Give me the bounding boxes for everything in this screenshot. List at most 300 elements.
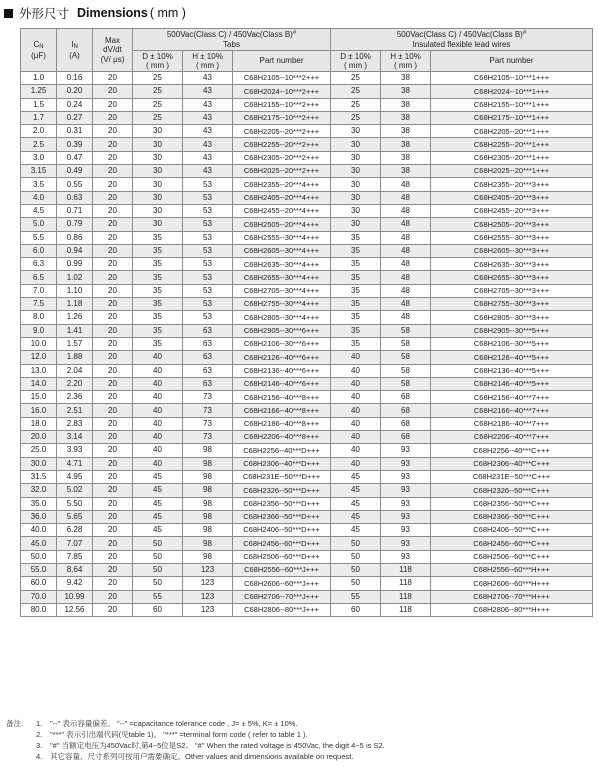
cell-h-tabs: 73 xyxy=(183,417,233,430)
cell-h-leads: 118 xyxy=(381,603,431,616)
cell-h-tabs: 98 xyxy=(183,457,233,470)
cell-d-tabs: 35 xyxy=(133,284,183,297)
cell-dvdt: 20 xyxy=(93,111,133,124)
cell-dvdt: 20 xyxy=(93,244,133,257)
cell-d-leads: 35 xyxy=(331,298,381,311)
cell-d-leads: 30 xyxy=(331,125,381,138)
cell-dvdt: 20 xyxy=(93,258,133,271)
cell-h-tabs: 53 xyxy=(183,231,233,244)
cell-part-leads: C68H2155--10***1+++ xyxy=(431,98,593,111)
table-row xyxy=(21,497,593,510)
cell-d-tabs: 55 xyxy=(133,590,183,603)
table-row xyxy=(21,244,593,257)
cell-dvdt: 20 xyxy=(93,218,133,231)
cell-h-leads: 93 xyxy=(381,444,431,457)
cell-part-tabs: C68H2635--30***4+++ xyxy=(233,258,331,271)
cell-d-leads: 25 xyxy=(331,98,381,111)
cell-h-leads: 38 xyxy=(381,138,431,151)
table-row xyxy=(21,72,593,85)
cell-part-leads: C68H2556--60***H+++ xyxy=(431,563,593,576)
cell-h-tabs: 53 xyxy=(183,218,233,231)
cell-d-leads: 35 xyxy=(331,231,381,244)
cell-part-leads: C68H2025--20***1+++ xyxy=(431,165,593,178)
cell-current: 2.04 xyxy=(57,364,93,377)
cell-h-leads: 38 xyxy=(381,165,431,178)
note-number: 4. xyxy=(36,752,43,761)
cell-d-tabs: 35 xyxy=(133,271,183,284)
cell-d-leads: 40 xyxy=(331,417,381,430)
cell-d-leads: 35 xyxy=(331,324,381,337)
cell-h-tabs: 123 xyxy=(183,590,233,603)
cell-capacitance: 5.5 xyxy=(21,231,57,244)
cell-d-leads: 50 xyxy=(331,577,381,590)
cell-d-leads: 30 xyxy=(331,218,381,231)
cell-part-leads: C68H2256--40***C+++ xyxy=(431,444,593,457)
cell-d-tabs: 40 xyxy=(133,431,183,444)
cell-part-tabs: C68H2705--30***4+++ xyxy=(233,284,331,297)
cell-d-leads: 25 xyxy=(331,72,381,85)
cell-h-leads: 68 xyxy=(381,431,431,444)
cell-h-leads: 38 xyxy=(381,85,431,98)
cell-part-leads: C68H2406--50***C+++ xyxy=(431,524,593,537)
cell-h-tabs: 53 xyxy=(183,271,233,284)
cell-part-leads: C68H2366--50***C+++ xyxy=(431,510,593,523)
cell-dvdt: 20 xyxy=(93,204,133,217)
cell-part-leads: C68H2255--20***1+++ xyxy=(431,138,593,151)
cell-capacitance: 31.5 xyxy=(21,470,57,483)
cell-part-tabs: C68H2755--30***4+++ xyxy=(233,298,331,311)
cell-d-tabs: 35 xyxy=(133,231,183,244)
cell-capacitance: 7.5 xyxy=(21,298,57,311)
cell-part-tabs: C68H2186--40***8+++ xyxy=(233,417,331,430)
cell-h-leads: 38 xyxy=(381,125,431,138)
cell-current: 1.41 xyxy=(57,324,93,337)
cell-part-leads: C68H2166--40***7+++ xyxy=(431,404,593,417)
cell-current: 4.95 xyxy=(57,470,93,483)
table-row xyxy=(21,204,593,217)
cell-dvdt: 20 xyxy=(93,165,133,178)
cell-capacitance: 7.0 xyxy=(21,284,57,297)
cell-d-tabs: 40 xyxy=(133,404,183,417)
cell-h-tabs: 63 xyxy=(183,364,233,377)
cell-dvdt: 20 xyxy=(93,311,133,324)
note-text: "--" 表示容量偏差。 "--" =capacitance tolerance code , J= ± 5%, K= ± 10%. xyxy=(50,719,298,728)
title-en: Dimensions xyxy=(77,6,148,20)
table-row xyxy=(21,351,593,364)
cell-d-tabs: 35 xyxy=(133,311,183,324)
cell-d-tabs: 45 xyxy=(133,470,183,483)
cell-h-leads: 93 xyxy=(381,470,431,483)
cell-d-leads: 50 xyxy=(331,537,381,550)
note-text: "***" 表示引出端代码(见table 1)。 "***" =terminal form code ( refer to table 1 ). xyxy=(50,730,308,739)
table-row xyxy=(21,98,593,111)
cell-capacitance: 6.0 xyxy=(21,244,57,257)
table-row xyxy=(21,337,593,350)
cell-current: 3.14 xyxy=(57,431,93,444)
cell-capacitance: 5.0 xyxy=(21,218,57,231)
cell-part-tabs: C68H2155--10***2+++ xyxy=(233,98,331,111)
cell-h-tabs: 43 xyxy=(183,72,233,85)
cell-part-leads: C68H2306--40***C+++ xyxy=(431,457,593,470)
cell-h-tabs: 123 xyxy=(183,563,233,576)
cell-h-leads: 48 xyxy=(381,284,431,297)
cell-dvdt: 20 xyxy=(93,457,133,470)
cell-d-tabs: 45 xyxy=(133,524,183,537)
cell-part-leads: C68H2905--30***5+++ xyxy=(431,324,593,337)
cell-d-tabs: 35 xyxy=(133,298,183,311)
cell-h-leads: 48 xyxy=(381,204,431,217)
cell-capacitance: 15.0 xyxy=(21,391,57,404)
cell-current: 0.49 xyxy=(57,165,93,178)
cell-current: 1.02 xyxy=(57,271,93,284)
cell-capacitance: 3.15 xyxy=(21,165,57,178)
cell-capacitance: 3.0 xyxy=(21,151,57,164)
cell-part-tabs: C68H2024--10***2+++ xyxy=(233,85,331,98)
cell-dvdt: 20 xyxy=(93,431,133,444)
table-row xyxy=(21,324,593,337)
cell-d-leads: 35 xyxy=(331,244,381,257)
cell-d-leads: 45 xyxy=(331,510,381,523)
cell-part-tabs: C68H2556--60***J+++ xyxy=(233,563,331,576)
cell-h-tabs: 98 xyxy=(183,470,233,483)
note-text: "#" 当额定电压为450Vac时,第4~5位是S2。 "#" When the rated voltage is 450Vac, the digit 4~5 is S2. xyxy=(50,741,385,750)
cell-h-leads: 93 xyxy=(381,457,431,470)
cell-h-leads: 48 xyxy=(381,178,431,191)
cell-d-tabs: 30 xyxy=(133,151,183,164)
cell-part-tabs: C68H2326--50***D+++ xyxy=(233,484,331,497)
header-d-tabs: D ± 10% ( mm ) xyxy=(133,51,183,72)
cell-h-leads: 48 xyxy=(381,298,431,311)
dimensions-table xyxy=(20,28,593,617)
cell-capacitance: 1.25 xyxy=(21,85,57,98)
cell-capacitance: 50.0 xyxy=(21,550,57,563)
cell-part-leads: C68H2105--10***1+++ xyxy=(431,72,593,85)
note-lead: 备注: xyxy=(6,719,24,728)
cell-current: 4.71 xyxy=(57,457,93,470)
cell-part-tabs: C68H2355--20***4+++ xyxy=(233,178,331,191)
note-item xyxy=(6,740,596,751)
cell-d-tabs: 40 xyxy=(133,391,183,404)
cell-capacitance: 4.0 xyxy=(21,191,57,204)
header-max-dvdt: Max dV/dt (V/ μs) xyxy=(93,29,133,72)
cell-current: 0.94 xyxy=(57,244,93,257)
cell-capacitance: 1.7 xyxy=(21,111,57,124)
cell-h-leads: 48 xyxy=(381,191,431,204)
header-current: IN (A) xyxy=(57,29,93,72)
note-item xyxy=(6,751,596,762)
cell-part-leads: C68H2136--40***5+++ xyxy=(431,364,593,377)
cell-part-tabs: C68H2455--20***4+++ xyxy=(233,204,331,217)
table-row xyxy=(21,590,593,603)
cell-h-tabs: 43 xyxy=(183,98,233,111)
cell-d-tabs: 50 xyxy=(133,537,183,550)
note-text: 其它容量、尺寸系列可按用户需要确定。Other values and dimensions available on request. xyxy=(50,752,354,761)
cell-h-leads: 58 xyxy=(381,364,431,377)
cell-part-tabs: C68H2025--20***2+++ xyxy=(233,165,331,178)
cell-h-tabs: 43 xyxy=(183,111,233,124)
table-row xyxy=(21,377,593,390)
cell-h-leads: 48 xyxy=(381,244,431,257)
cell-capacitance: 35.0 xyxy=(21,497,57,510)
cell-h-tabs: 53 xyxy=(183,204,233,217)
cell-part-leads: C68H2455--20***3+++ xyxy=(431,204,593,217)
table-row xyxy=(21,603,593,616)
cell-dvdt: 20 xyxy=(93,324,133,337)
cell-h-tabs: 43 xyxy=(183,85,233,98)
cell-part-tabs: C68H2506--60***D+++ xyxy=(233,550,331,563)
cell-h-tabs: 98 xyxy=(183,550,233,563)
cell-d-tabs: 40 xyxy=(133,351,183,364)
cell-h-tabs: 123 xyxy=(183,603,233,616)
cell-h-tabs: 63 xyxy=(183,337,233,350)
title-cn: 外形尺寸 xyxy=(19,7,70,21)
cell-h-leads: 118 xyxy=(381,563,431,576)
cell-d-leads: 45 xyxy=(331,470,381,483)
cell-part-leads: C68H2706--70***H+++ xyxy=(431,590,593,603)
cell-dvdt: 20 xyxy=(93,404,133,417)
cell-d-leads: 40 xyxy=(331,457,381,470)
header-capacitance: CN (μF) xyxy=(21,29,57,72)
cell-h-tabs: 43 xyxy=(183,125,233,138)
cell-current: 2.83 xyxy=(57,417,93,430)
table-row xyxy=(21,85,593,98)
cell-part-leads: C68H2635--30***3+++ xyxy=(431,258,593,271)
cell-d-leads: 45 xyxy=(331,524,381,537)
notes xyxy=(6,718,596,762)
cell-h-tabs: 53 xyxy=(183,298,233,311)
cell-d-tabs: 25 xyxy=(133,85,183,98)
cell-d-tabs: 30 xyxy=(133,165,183,178)
cell-capacitance: 55.0 xyxy=(21,563,57,576)
cell-dvdt: 20 xyxy=(93,484,133,497)
cell-dvdt: 20 xyxy=(93,138,133,151)
cell-current: 3.93 xyxy=(57,444,93,457)
cell-h-leads: 48 xyxy=(381,258,431,271)
cell-dvdt: 20 xyxy=(93,271,133,284)
cell-capacitance: 1.0 xyxy=(21,72,57,85)
table-row xyxy=(21,231,593,244)
cell-capacitance: 9.0 xyxy=(21,324,57,337)
cell-h-tabs: 73 xyxy=(183,391,233,404)
cell-dvdt: 20 xyxy=(93,537,133,550)
cell-current: 5.02 xyxy=(57,484,93,497)
cell-d-leads: 30 xyxy=(331,151,381,164)
cell-d-leads: 40 xyxy=(331,404,381,417)
cell-dvdt: 20 xyxy=(93,351,133,364)
cell-current: 1.57 xyxy=(57,337,93,350)
table-row xyxy=(21,311,593,324)
cell-h-leads: 93 xyxy=(381,537,431,550)
cell-current: 1.26 xyxy=(57,311,93,324)
cell-current: 0.20 xyxy=(57,85,93,98)
cell-capacitance: 6.3 xyxy=(21,258,57,271)
cell-d-tabs: 30 xyxy=(133,218,183,231)
cell-current: 12.56 xyxy=(57,603,93,616)
cell-h-tabs: 123 xyxy=(183,577,233,590)
header-group-leads: 500Vac(Class C) / 450Vac(Class B)# Insulated flexible lead wires xyxy=(331,29,593,51)
cell-current: 0.16 xyxy=(57,72,93,85)
cell-current: 0.99 xyxy=(57,258,93,271)
cell-current: 6.28 xyxy=(57,524,93,537)
table-row xyxy=(21,484,593,497)
header-part-leads: Part number xyxy=(431,51,593,72)
cell-capacitance: 20.0 xyxy=(21,431,57,444)
header-h-tabs: H ± 10% ( mm ) xyxy=(183,51,233,72)
cell-part-leads: C68H2506--60***C+++ xyxy=(431,550,593,563)
cell-d-tabs: 50 xyxy=(133,550,183,563)
cell-part-leads: C68H2024--10***1+++ xyxy=(431,85,593,98)
title-unit: ( mm ) xyxy=(149,6,186,20)
header-d-leads: D ± 10% ( mm ) xyxy=(331,51,381,72)
cell-h-leads: 38 xyxy=(381,111,431,124)
cell-capacitance: 8.0 xyxy=(21,311,57,324)
cell-d-tabs: 45 xyxy=(133,484,183,497)
cell-part-leads: C68H2126--40***5+++ xyxy=(431,351,593,364)
cell-part-tabs: C68H2305--20***2+++ xyxy=(233,151,331,164)
cell-capacitance: 4.5 xyxy=(21,204,57,217)
table-body xyxy=(21,72,593,617)
cell-d-tabs: 35 xyxy=(133,337,183,350)
cell-h-tabs: 98 xyxy=(183,524,233,537)
cell-h-leads: 48 xyxy=(381,271,431,284)
cell-part-tabs: C68H231E--50***D+++ xyxy=(233,470,331,483)
header-part-tabs: Part number xyxy=(233,51,331,72)
cell-h-leads: 38 xyxy=(381,98,431,111)
cell-d-tabs: 30 xyxy=(133,138,183,151)
table-row xyxy=(21,417,593,430)
cell-part-tabs: C68H2806--80***J+++ xyxy=(233,603,331,616)
table-row xyxy=(21,537,593,550)
cell-part-tabs: C68H2106--30***6+++ xyxy=(233,337,331,350)
cell-current: 9.42 xyxy=(57,577,93,590)
cell-h-leads: 38 xyxy=(381,72,431,85)
cell-d-leads: 50 xyxy=(331,550,381,563)
cell-d-leads: 40 xyxy=(331,444,381,457)
table-row xyxy=(21,284,593,297)
cell-d-tabs: 30 xyxy=(133,204,183,217)
cell-dvdt: 20 xyxy=(93,298,133,311)
cell-current: 0.71 xyxy=(57,204,93,217)
cell-d-leads: 40 xyxy=(331,377,381,390)
table-row xyxy=(21,218,593,231)
table-row xyxy=(21,470,593,483)
cell-dvdt: 20 xyxy=(93,231,133,244)
note-number: 2. xyxy=(36,730,43,739)
note-number: 3. xyxy=(36,741,43,750)
cell-dvdt: 20 xyxy=(93,550,133,563)
cell-d-tabs: 30 xyxy=(133,125,183,138)
cell-capacitance: 3.5 xyxy=(21,178,57,191)
table-row xyxy=(21,111,593,124)
cell-dvdt: 20 xyxy=(93,510,133,523)
cell-part-tabs: C68H2156--40***8+++ xyxy=(233,391,331,404)
cell-part-leads: C68H2305--20***1+++ xyxy=(431,151,593,164)
cell-dvdt: 20 xyxy=(93,377,133,390)
cell-part-leads: C68H2755--30***3+++ xyxy=(431,298,593,311)
cell-d-tabs: 25 xyxy=(133,111,183,124)
cell-d-tabs: 35 xyxy=(133,258,183,271)
cell-current: 2.36 xyxy=(57,391,93,404)
cell-d-tabs: 40 xyxy=(133,364,183,377)
table-row xyxy=(21,178,593,191)
note-item xyxy=(6,718,596,729)
cell-part-leads: C68H2705--30***3+++ xyxy=(431,284,593,297)
cell-h-leads: 58 xyxy=(381,337,431,350)
cell-d-leads: 30 xyxy=(331,204,381,217)
cell-dvdt: 20 xyxy=(93,417,133,430)
cell-dvdt: 20 xyxy=(93,524,133,537)
cell-d-leads: 35 xyxy=(331,271,381,284)
cell-d-leads: 40 xyxy=(331,431,381,444)
cell-current: 0.86 xyxy=(57,231,93,244)
cell-part-leads: C68H2326--50***C+++ xyxy=(431,484,593,497)
cell-current: 0.39 xyxy=(57,138,93,151)
cell-d-tabs: 25 xyxy=(133,72,183,85)
cell-part-tabs: C68H2146--40***6+++ xyxy=(233,377,331,390)
table-row xyxy=(21,298,593,311)
cell-current: 1.88 xyxy=(57,351,93,364)
cell-current: 0.27 xyxy=(57,111,93,124)
header-h-leads: H ± 10% ( mm ) xyxy=(381,51,431,72)
cell-h-tabs: 98 xyxy=(183,444,233,457)
cell-d-tabs: 60 xyxy=(133,603,183,616)
cell-capacitance: 10.0 xyxy=(21,337,57,350)
cell-dvdt: 20 xyxy=(93,284,133,297)
cell-h-tabs: 63 xyxy=(183,324,233,337)
cell-h-leads: 58 xyxy=(381,377,431,390)
table-row xyxy=(21,431,593,444)
cell-part-leads: C68H2806--80***H+++ xyxy=(431,603,593,616)
table-row xyxy=(21,191,593,204)
cell-current: 7.85 xyxy=(57,550,93,563)
cell-d-tabs: 30 xyxy=(133,178,183,191)
cell-d-tabs: 30 xyxy=(133,191,183,204)
cell-d-leads: 40 xyxy=(331,351,381,364)
cell-d-tabs: 45 xyxy=(133,510,183,523)
cell-current: 7.07 xyxy=(57,537,93,550)
cell-dvdt: 20 xyxy=(93,391,133,404)
cell-d-tabs: 25 xyxy=(133,98,183,111)
cell-d-leads: 30 xyxy=(331,191,381,204)
cell-capacitance: 36.0 xyxy=(21,510,57,523)
cell-h-leads: 48 xyxy=(381,231,431,244)
cell-h-leads: 58 xyxy=(381,324,431,337)
cell-dvdt: 20 xyxy=(93,577,133,590)
cell-current: 0.63 xyxy=(57,191,93,204)
cell-part-leads: C68H2606--60***H+++ xyxy=(431,577,593,590)
cell-part-tabs: C68H2805--30***4+++ xyxy=(233,311,331,324)
cell-part-tabs: C68H2905--30***6+++ xyxy=(233,324,331,337)
cell-d-leads: 50 xyxy=(331,563,381,576)
table-row xyxy=(21,510,593,523)
cell-dvdt: 20 xyxy=(93,470,133,483)
cell-dvdt: 20 xyxy=(93,337,133,350)
cell-h-leads: 118 xyxy=(381,590,431,603)
square-bullet-icon xyxy=(4,9,13,18)
cell-part-leads: C68H2205--20***1+++ xyxy=(431,125,593,138)
cell-d-tabs: 45 xyxy=(133,497,183,510)
table-row xyxy=(21,404,593,417)
cell-current: 5.65 xyxy=(57,510,93,523)
cell-dvdt: 20 xyxy=(93,364,133,377)
cell-dvdt: 20 xyxy=(93,151,133,164)
cell-part-leads: C68H2106--30***5+++ xyxy=(431,337,593,350)
cell-h-leads: 93 xyxy=(381,524,431,537)
cell-capacitance: 6.5 xyxy=(21,271,57,284)
cell-capacitance: 1.5 xyxy=(21,98,57,111)
cell-part-leads: C68H2655--30***3+++ xyxy=(431,271,593,284)
cell-capacitance: 30.0 xyxy=(21,457,57,470)
